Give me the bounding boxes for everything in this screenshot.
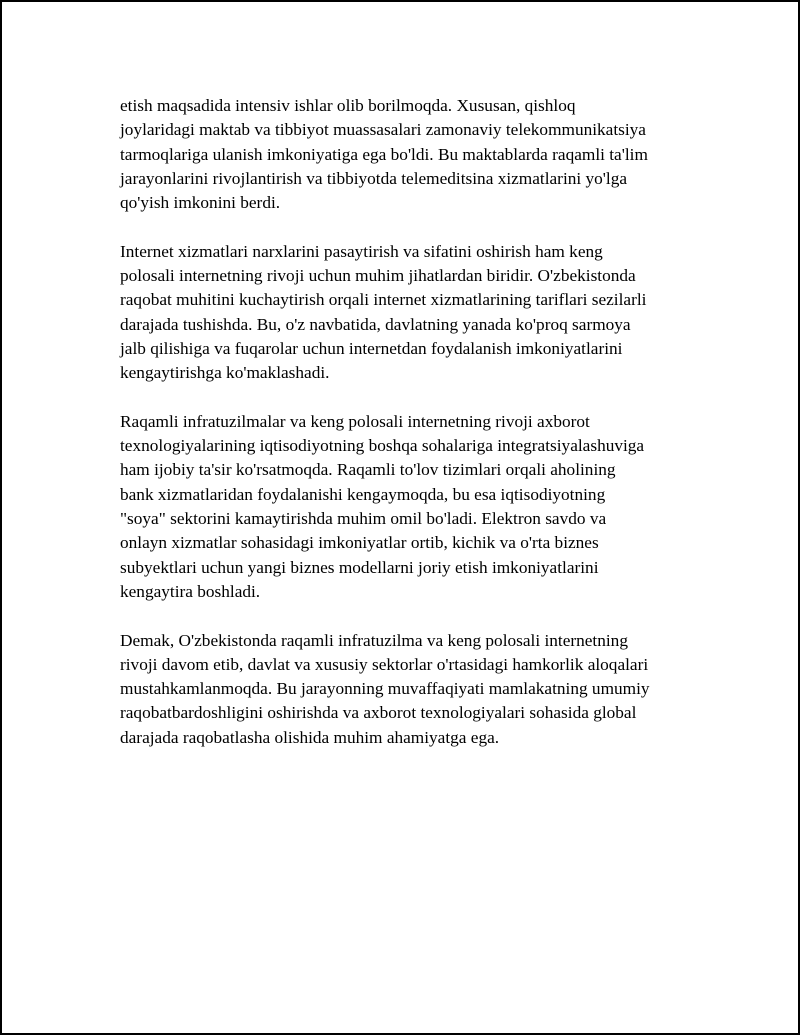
- paragraph-1: etish maqsadida intensiv ishlar olib borilmoqda. Xususan, qishloq joylaridagi maktab va tibbiyot muassasalari zamonaviy telekommunikatsiya tarmoqlariga ulanish imkoniyatiga ega bo'ldi. Bu maktablarda raqamli ta'lim jarayonlarini rivojlantirish va tibbiyotda telemeditsina xizmatlarini yo'lga qo'yish imkonini berdi.: [120, 96, 648, 213]
- paragraph-4: Demak, O'zbekistonda raqamli infratuzilma va keng polosali internetning rivoji davom etib, davlat va xususiy sektorlar o'rtasidagi hamkorlik aloqalari mustahkamlanmoqda. Bu jarayonning muvaffaqiyati mamlakatning umumiy raqobatbardoshligini oshirishda va axborot texnologiyalari sohasida global darajada raqobatlasha olishida muhim ahamiyatga ega.: [120, 630, 650, 747]
- paragraph-3: Raqamli infratuzilmalar va keng polosali internetning rivoji axborot texnologiyalarining iqtisodiyotning boshqa sohalariga integratsiyalashuviga ham ijobiy ta'sir ko'rsatmoqda. Raqamli to'lov tizimlari orqali aholining bank xizmatlaridan foydalanishi kengaymoqda, bu esa iqtisodiyotning "soya" sektorini kamaytirishda muhim omil bo'ladi. Elektron savdo va onlayn xizmatlar sohasidagi imkoniyatlar ortib, kichik va o'rta biznes subyektlari uchun yangi biznes modellarni joriy etish imkoniyatlarini kengaytira boshladi.: [120, 411, 645, 601]
- document-body: [120, 94, 710, 774]
- paragraph-2: Internet xizmatlari narxlarini pasaytirish va sifatini oshirish ham keng polosali internetning rivoji uchun muhim jihatlardan biridir. O'zbekistonda raqobat muhitini kuchaytirish orqali internet xizmatlarining tariflari sezilarli darajada tushishda. Bu, o'z navbatida, davlatning yanada ko'proq sarmoya jalb qilishiga va fuqarolar uchun internetdan foydalanish imkoniyatlarini kengaytirishga ko'maklashadi.: [120, 241, 647, 383]
